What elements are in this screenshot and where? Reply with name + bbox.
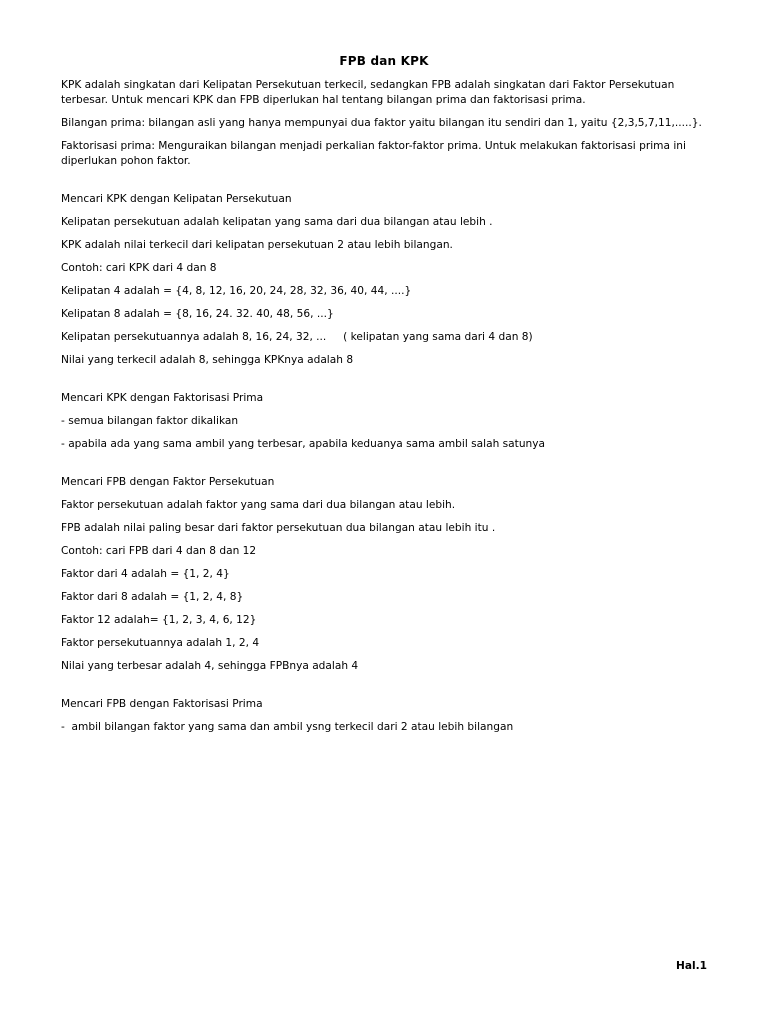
text-line: - semua bilangan faktor dikalikan (61, 415, 239, 427)
section-heading-fpb-faktorisasi: Mencari FPB dengan Faktorisasi Prima (61, 698, 263, 710)
text-line: Contoh: cari KPK dari 4 dan 8 (61, 262, 217, 274)
section-heading-kpk-kelipatan: Mencari KPK dengan Kelipatan Persekutuan (61, 193, 292, 205)
intro-paragraph-2: Bilangan prima: bilangan asli yang hanya mempunyai dua faktor yaitu bilangan itu sendiri dan 1, yaitu {2,3,5,7,11,.....}. (61, 117, 702, 129)
text-line: Faktor dari 4 adalah = {1, 2, 4} (61, 568, 230, 580)
document-body (61, 78, 713, 743)
section-gap (61, 177, 713, 192)
text-line: Nilai yang terbesar adalah 4, sehingga FPBnya adalah 4 (61, 660, 359, 672)
intro-paragraph-1: KPK adalah singkatan dari Kelipatan Persekutuan terkecil, sedangkan FPB adalah singkatan dari Faktor Persekutuan terbesar. Untuk mencari KPK dan FPB diperlukan hal tentang bilangan prima dan faktorisasi prima. (61, 79, 675, 106)
text-line: FPB adalah nilai paling besar dari faktor persekutuan dua bilangan atau lebih itu . (61, 522, 496, 534)
text-line: Faktor dari 8 adalah = {1, 2, 4, 8} (61, 591, 244, 603)
section-gap (61, 682, 713, 697)
text-line: Kelipatan 4 adalah = {4, 8, 12, 16, 20, 24, 28, 32, 36, 40, 44, ....} (61, 285, 412, 297)
text-line: Nilai yang terkecil adalah 8, sehingga KPKnya adalah 8 (61, 354, 354, 366)
page-title: FPB dan KPK (339, 54, 429, 68)
text-line: Kelipatan 8 adalah = {8, 16, 24. 32. 40, 48, 56, ...} (61, 308, 334, 320)
section-gap (61, 376, 713, 391)
text-line: Kelipatan persekutuannya adalah 8, 16, 24, 32, ... ( kelipatan yang sama dari 4 dan 8) (61, 331, 533, 343)
text-line: Contoh: cari FPB dari 4 dan 8 dan 12 (61, 545, 257, 557)
section-heading-fpb-faktor: Mencari FPB dengan Faktor Persekutuan (61, 476, 275, 488)
text-line: Faktor persekutuannya adalah 1, 2, 4 (61, 637, 260, 649)
text-line: Faktor persekutuan adalah faktor yang sama dari dua bilangan atau lebih. (61, 499, 456, 511)
text-line: Kelipatan persekutuan adalah kelipatan yang sama dari dua bilangan atau lebih . (61, 216, 493, 228)
text-line: KPK adalah nilai terkecil dari kelipatan persekutuan 2 atau lebih bilangan. (61, 239, 453, 251)
text-line: - ambil bilangan faktor yang sama dan ambil ysng terkecil dari 2 atau lebih bilangan (61, 721, 514, 733)
text-line: - apabila ada yang sama ambil yang terbesar, apabila keduanya sama ambil salah satunya (61, 438, 546, 450)
text-line: Faktor 12 adalah= {1, 2, 3, 4, 6, 12} (61, 614, 257, 626)
page-number: Hal.1 (675, 960, 707, 972)
intro-paragraph-3: Faktorisasi prima: Menguraikan bilangan menjadi perkalian faktor-faktor prima. Untuk melakukan faktorisasi prima ini diperlukan pohon faktor. (61, 140, 686, 167)
section-heading-kpk-faktorisasi: Mencari KPK dengan Faktorisasi Prima (61, 392, 264, 404)
section-gap (61, 460, 713, 475)
